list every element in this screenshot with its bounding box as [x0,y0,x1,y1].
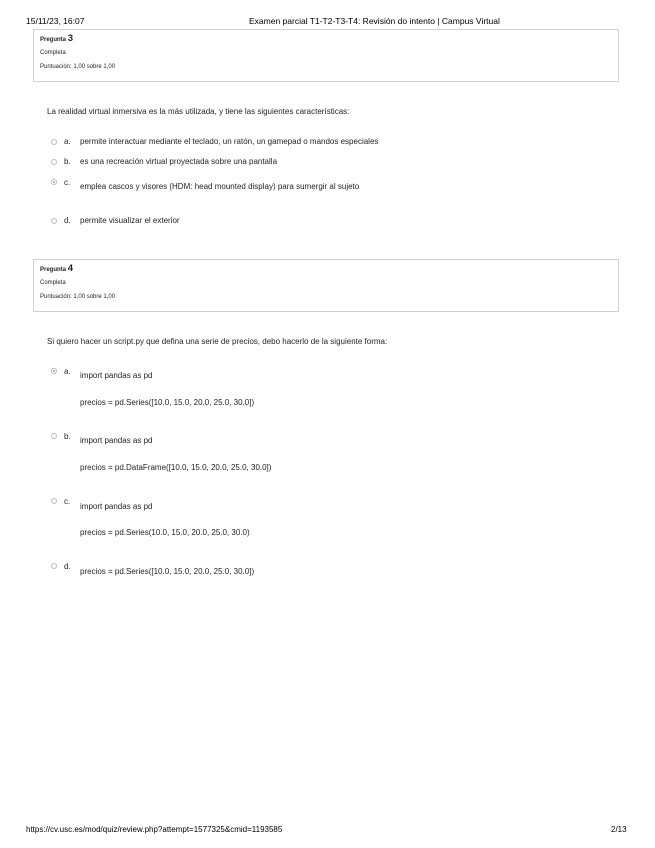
radio-option-d[interactable] [51,218,57,224]
page-number: 2/13 [611,825,627,834]
option-letter: b. [64,157,71,166]
option-line-2: precios = pd.Series([10.0, 15.0, 20.0, 25.0, 30.0]) [80,398,255,407]
radio-option-b[interactable] [51,433,57,439]
question-4-number: 4 [67,263,73,274]
option-text: es una recreación virtual proyectada sobre una pantalla [80,157,278,166]
option-letter: d. [64,216,71,225]
page-title: Examen parcial T1-T2-T3-T4: Revisión do intento | Campus Virtual [249,16,500,26]
question-3-state: Completa [40,50,66,56]
question-3-number: 3 [67,33,73,44]
question-4-info [33,259,619,312]
option-letter: b. [64,432,71,441]
option-letter: c. [64,178,71,187]
option-line-1: import pandas as pd [80,502,153,511]
option-line-1: import pandas as pd [80,371,153,380]
radio-option-a[interactable] [51,139,57,145]
option-text: permite visualizar el exterior [80,216,180,225]
radio-option-d[interactable] [51,563,57,569]
option-text: emplea cascos y visores (HDM: head mounted display) para sumergir al sujeto [80,182,360,191]
option-letter: a. [64,367,71,376]
option-line-2: precios = pd.DataFrame([10.0, 15.0, 20.0, 25.0, 30.0]) [80,463,272,472]
option-text: permite interactuar mediante el teclado, un ratón, un gamepad o mandos especiales [80,137,379,146]
radio-option-b[interactable] [51,159,57,165]
question-3-info [33,29,619,82]
question-4-label: Pregunta 4 [40,263,73,274]
option-letter: d. [64,562,71,571]
question-4-text: Si quiero hacer un script.py que defina una serie de precios, debo hacerlo de la siguiente forma: [47,337,388,346]
question-3-label: Pregunta 3 [40,33,73,44]
option-letter: c. [64,497,71,506]
question-4-state: Completa [40,280,66,286]
radio-option-c-selected[interactable] [51,179,57,185]
print-footer-url: https://cv.usc.es/mod/quiz/review.php?attempt=1577325&cmid=1193585 [26,825,283,834]
option-letter: a. [64,137,71,146]
question-3-text: La realidad virtual inmersiva es la más utilizada, y tiene las siguientes características: [47,107,350,116]
question-3-grade: Puntuación: 1,00 sobre 1,00 [40,64,116,70]
option-line-1: precios = pd.Series([10.0, 15.0, 20.0, 25.0, 30.0]) [80,567,255,576]
radio-option-c[interactable] [51,498,57,504]
option-line-2: precios = pd.Series(10.0, 15.0, 20.0, 25.0, 30.0) [80,528,250,537]
question-4-grade: Puntuación: 1,00 sobre 1,00 [40,294,116,300]
print-datetime: 15/11/23, 16:07 [26,16,85,26]
radio-option-a-selected[interactable] [51,368,57,374]
option-line-1: import pandas as pd [80,436,153,445]
